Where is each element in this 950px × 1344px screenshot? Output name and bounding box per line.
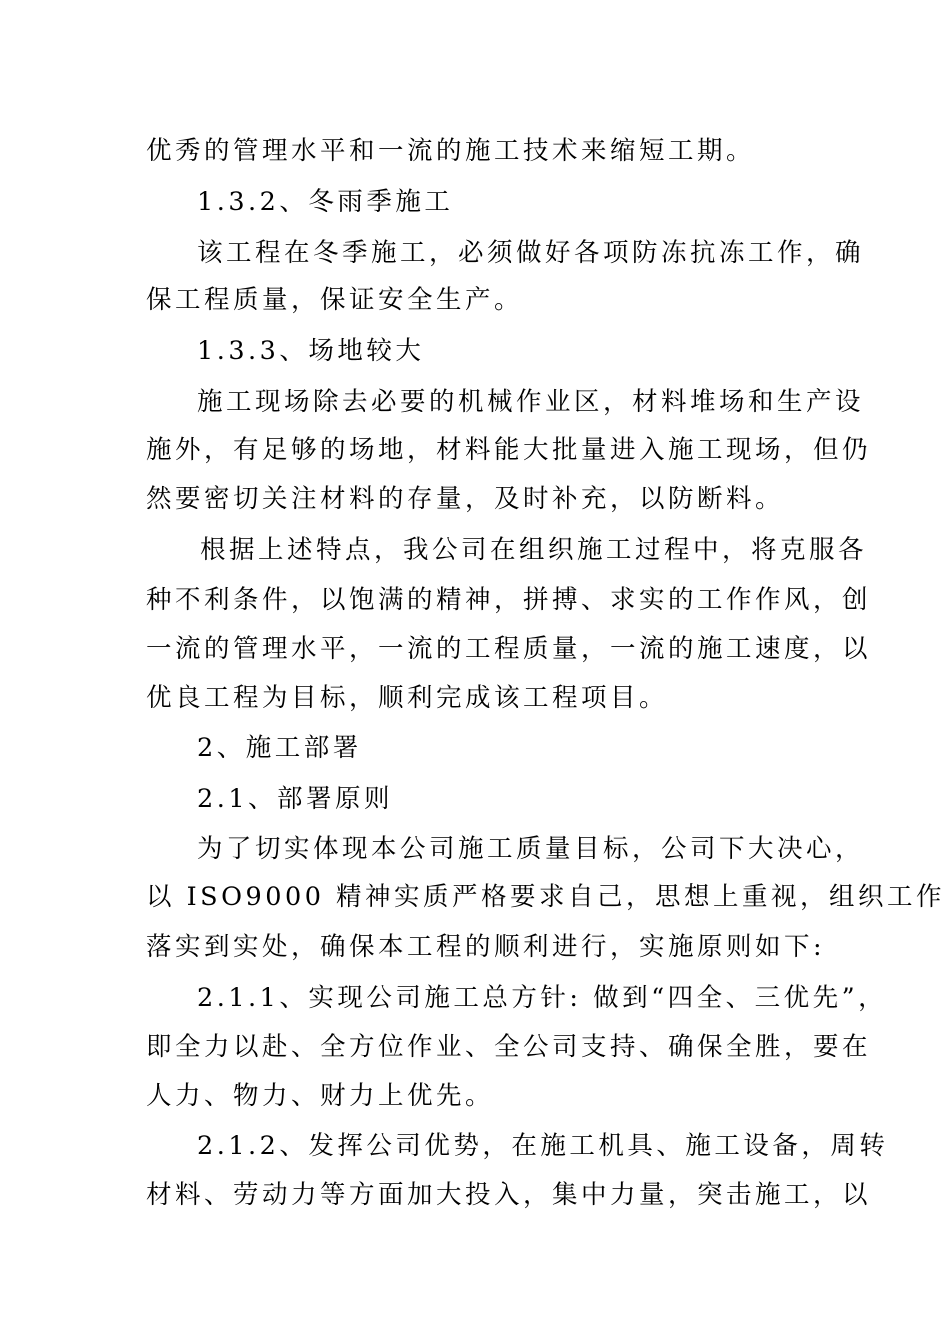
body-text-line: 2.1.2、发挥公司优势，在施工机具、施工设备，周转: [197, 1131, 889, 1161]
body-text-line: 施外，有足够的场地，材料能大批量进入施工现场，但仍: [146, 435, 872, 465]
body-text-line: 以 ISO9000 精神实质严格要求自己，思想上重视，组织工作: [146, 882, 946, 912]
body-text-line: 一流的管理水平，一流的工程质量，一流的施工速度，以: [146, 634, 872, 664]
body-text-line: 为了切实体现本公司施工质量目标，公司下大决心，: [197, 834, 865, 864]
body-text-line: 优良工程为目标，顺利完成该工程项目。: [146, 683, 669, 713]
body-text-line: 即全力以赴、全方位作业、全公司支持、确保全胜，要在: [146, 1032, 872, 1062]
body-text-line: 2.1.1、实现公司施工总方针: 做到“四全、三优先”，: [197, 983, 888, 1013]
body-text-line: 优秀的管理水平和一流的施工技术来缩短工期。: [146, 136, 756, 166]
section-heading-1-3-2: 1.3.2、冬雨季施工: [197, 187, 454, 217]
body-text-line: 种不利条件，以饱满的精神，拼搏、求实的工作作风，创: [146, 585, 872, 615]
body-text-line: 根据上述特点，我公司在组织施工过程中，将克服各: [200, 535, 868, 565]
body-text-line: 人力、物力、财力上优先。: [146, 1081, 495, 1111]
section-heading-2: 2、施工部署: [197, 733, 362, 763]
body-text-line: 施工现场除去必要的机械作业区，材料堆场和生产设: [197, 387, 865, 417]
body-text-line: 材料、劳动力等方面加大投入，集中力量，突击施工，以: [146, 1180, 872, 1210]
body-text-line: 该工程在冬季施工，必须做好各项防冻抗冻工作，确: [197, 238, 865, 268]
section-heading-1-3-3: 1.3.3、场地较大: [197, 336, 425, 366]
body-text-line: 落实到实处，确保本工程的顺利进行，实施原则如下:: [146, 932, 826, 962]
body-text-line: 然要密切关注材料的存量，及时补充，以防断料。: [146, 484, 785, 514]
body-text-line: 保工程质量，保证安全生产。: [146, 285, 524, 315]
section-heading-2-1: 2.1、部署原则: [197, 784, 394, 814]
